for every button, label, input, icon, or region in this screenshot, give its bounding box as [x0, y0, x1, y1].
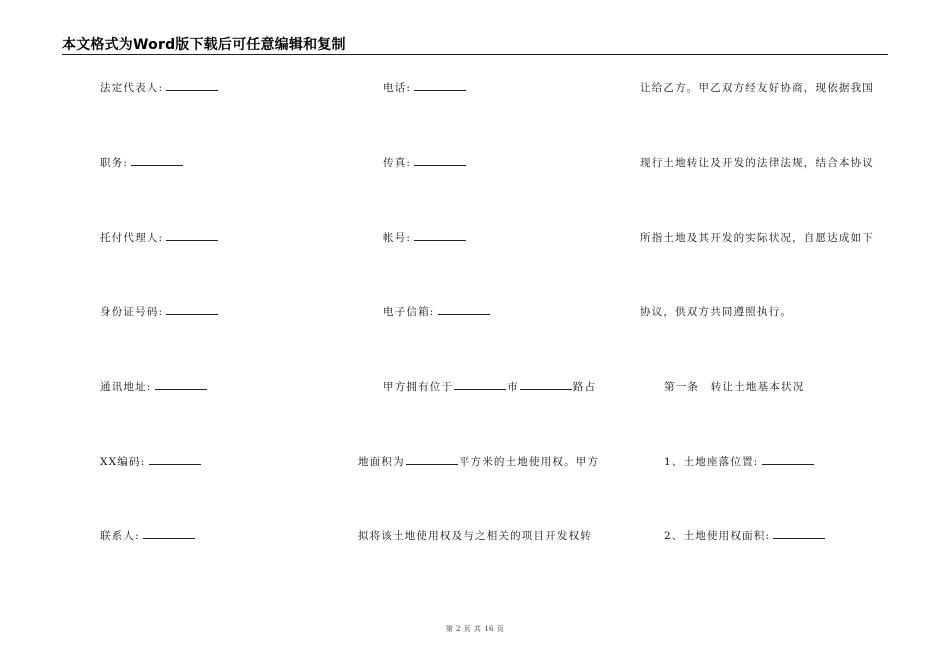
field-label: 传真: [383, 157, 412, 169]
blank-line [406, 454, 458, 465]
text-segment: 地面积为 [358, 456, 405, 468]
legal-representative-field [100, 80, 218, 95]
blank-line [155, 379, 207, 390]
fax-field [383, 155, 466, 170]
text-segment: 平方米的土地使用权。甲方 [458, 456, 600, 468]
land-area-field [664, 528, 825, 543]
field-label: 1、土地座落位置: [664, 456, 759, 468]
header-divider [62, 54, 888, 55]
body-text-line: 拟将该土地使用权及与之相关的项目开发权转 [358, 530, 592, 542]
postal-code-field [100, 454, 201, 469]
blank-line [166, 230, 218, 241]
phone-field [383, 80, 466, 95]
blank-line [166, 80, 218, 91]
blank-line [454, 379, 506, 390]
body-text-line: 让给乙方。甲乙双方经友好协商，现依据我国 [640, 82, 874, 94]
field-label: 通讯地址: [100, 381, 152, 393]
text-segment: 市 [507, 381, 519, 393]
land-location-field [664, 454, 814, 469]
contact-person-field [100, 528, 195, 543]
body-text-line: 现行土地转让及开发的法律法规，结合本协议 [640, 157, 874, 169]
field-label: 职务: [100, 157, 129, 169]
field-label: 电子信箱: [383, 306, 435, 318]
field-label: 帐号: [383, 232, 412, 244]
field-label: 身份证号码: [100, 306, 164, 318]
position-field [100, 155, 183, 170]
page-number: 第 2 页 共 16 页 [445, 625, 505, 633]
blank-line [438, 304, 490, 315]
body-text-line [358, 454, 599, 469]
mailing-address-field [100, 379, 207, 394]
id-number-field [100, 304, 218, 319]
field-label: 托付代理人: [100, 232, 164, 244]
article-heading: 第一条 转让土地基本状况 [664, 381, 805, 393]
blank-line [166, 304, 218, 315]
field-label: 电话: [383, 82, 412, 94]
field-label: XX编码: [100, 456, 146, 468]
text-segment: 路占 [572, 381, 597, 393]
blank-line [773, 528, 825, 539]
body-text-line [383, 379, 596, 394]
blank-line [131, 155, 183, 166]
email-field [383, 304, 490, 319]
blank-line [414, 155, 466, 166]
field-label: 2、土地使用权面积: [664, 530, 771, 542]
blank-line [149, 454, 201, 465]
blank-line [762, 454, 814, 465]
field-label: 法定代表人: [100, 82, 164, 94]
blank-line [143, 528, 195, 539]
body-text-line: 协议，供双方共同遵照执行。 [640, 306, 793, 318]
field-label: 联系人: [100, 530, 140, 542]
account-field [383, 230, 466, 245]
body-text-line: 所指土地及其开发的实际状况，自愿达成如下 [640, 232, 874, 244]
document-header-title: 本文格式为Word版下载后可任意编辑和复制 [62, 37, 346, 53]
authorized-agent-field [100, 230, 218, 245]
blank-line [414, 80, 466, 91]
blank-line [520, 379, 572, 390]
blank-line [414, 230, 466, 241]
text-segment: 甲方拥有位于 [383, 381, 454, 393]
